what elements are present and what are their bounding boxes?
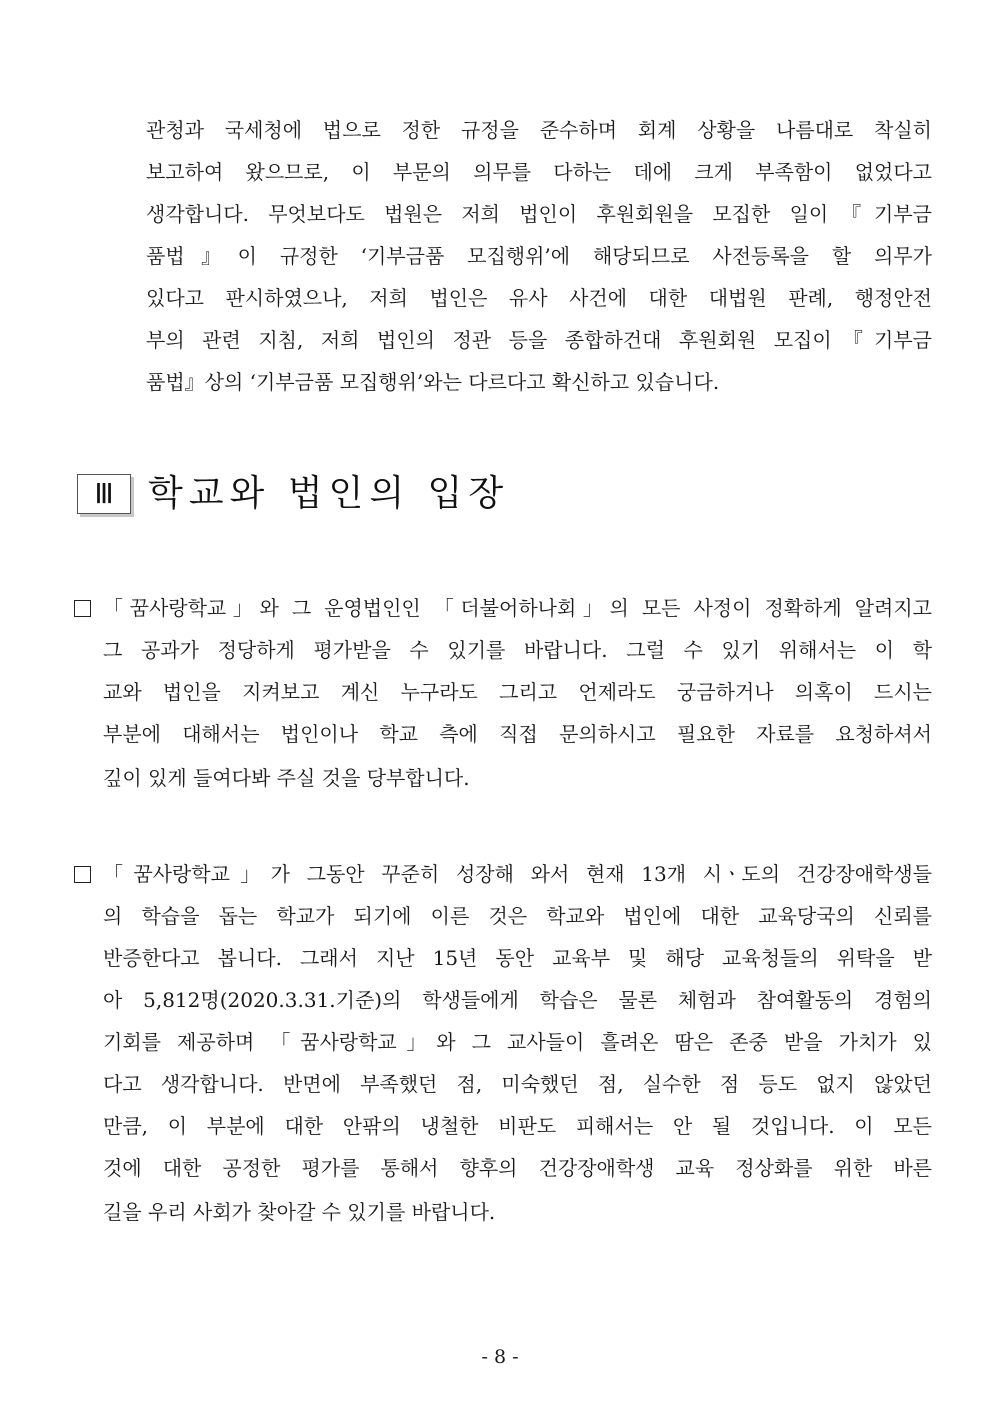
paragraph-line: 의 학습을 돕는 학교가 되기에 이른 것은 학교와 법인에 대한 교육당국의 신뢰를 bbox=[103, 904, 932, 928]
paragraph-line: 「꿈사랑학교」가 그동안 꾸준히 성장해 와서 현재 13개 시ㆍ도의 건강장애학생들 bbox=[103, 862, 932, 886]
intro-line: 생각합니다. 무엇보다도 법원은 저희 법인이 후원회원을 모집한 일이『기부금 bbox=[146, 202, 932, 226]
paragraph-line: 길을 우리 사회가 찾아갈 수 있기를 바랍니다. bbox=[103, 1200, 496, 1224]
paragraph-line: 부분에 대해서는 법인이나 학교 측에 직접 문의하시고 필요한 자료를 요청하셔서 bbox=[103, 722, 932, 746]
paragraph-line: 다고 생각합니다. 반면에 부족했던 점, 미숙했던 점, 실수한 점 등도 없지 않았던 bbox=[103, 1072, 932, 1096]
page-number: - 8 - bbox=[481, 1346, 519, 1368]
square-bullet-icon bbox=[74, 866, 91, 883]
paragraph-line: 그 공과가 정당하게 평가받을 수 있기를 바랍니다. 그럴 수 있기 위해서는 이 학 bbox=[103, 638, 932, 662]
section-title: 학교와 법인의 입장 bbox=[148, 473, 510, 514]
intro-line: 있다고 판시하였으나, 저희 법인은 유사 사건에 대한 대법원 판례, 행정안전 bbox=[146, 286, 932, 310]
intro-line: 품법』상의 ‘기부금품 모집행위’와는 다르다고 확신하고 있습니다. bbox=[146, 370, 720, 394]
paragraph-line: 교와 법인을 지켜보고 계신 누구라도 그리고 언제라도 궁금하거나 의혹이 드시는 bbox=[103, 680, 932, 704]
intro-line: 보고하여 왔으므로, 이 부문의 의무를 다하는 데에 크게 부족함이 없었다고 bbox=[146, 160, 932, 184]
paragraph-line: 것에 대한 공정한 평가를 통해서 향후의 건강장애학생 교육 정상화를 위한 바른 bbox=[103, 1156, 932, 1180]
paragraph-line: 기회를 제공하며 「꿈사랑학교」와 그 교사들이 흘려온 땀은 존중 받을 가치가 있 bbox=[103, 1030, 932, 1054]
paragraph-line: 반증한다고 봅니다. 그래서 지난 15년 동안 교육부 및 해당 교육청들의 위탁을 받 bbox=[103, 946, 932, 970]
intro-line: 부의 관련 지침, 저희 법인의 정관 등을 종합하건대 후원회원 모집이『기부금 bbox=[146, 328, 932, 352]
intro-line: 관청과 국세청에 법으로 정한 규정을 준수하며 회계 상황을 나름대로 착실히 bbox=[146, 118, 932, 142]
paragraph-line: 아 5,812명(2020.3.31.기준)의 학생들에게 학습은 물론 체험과 참여활동의 경험의 bbox=[103, 988, 932, 1012]
paragraph-line: 「꿈사랑학교」와 그 운영법인인 「더불어하나회」의 모든 사정이 정확하게 알려지고 bbox=[103, 596, 932, 620]
paragraph-line: 깊이 있게 들여다봐 주실 것을 당부합니다. bbox=[103, 766, 470, 790]
paragraph-line: 만큼, 이 부분에 대한 안팎의 냉철한 비판도 피해서는 안 될 것입니다. 이 모든 bbox=[103, 1114, 932, 1138]
section-number-box: Ⅲ bbox=[77, 474, 131, 514]
square-bullet-icon bbox=[74, 600, 91, 617]
intro-line: 품법』이 규정한 ‘기부금품 모집행위’에 해당되므로 사전등록을 할 의무가 bbox=[146, 244, 932, 268]
